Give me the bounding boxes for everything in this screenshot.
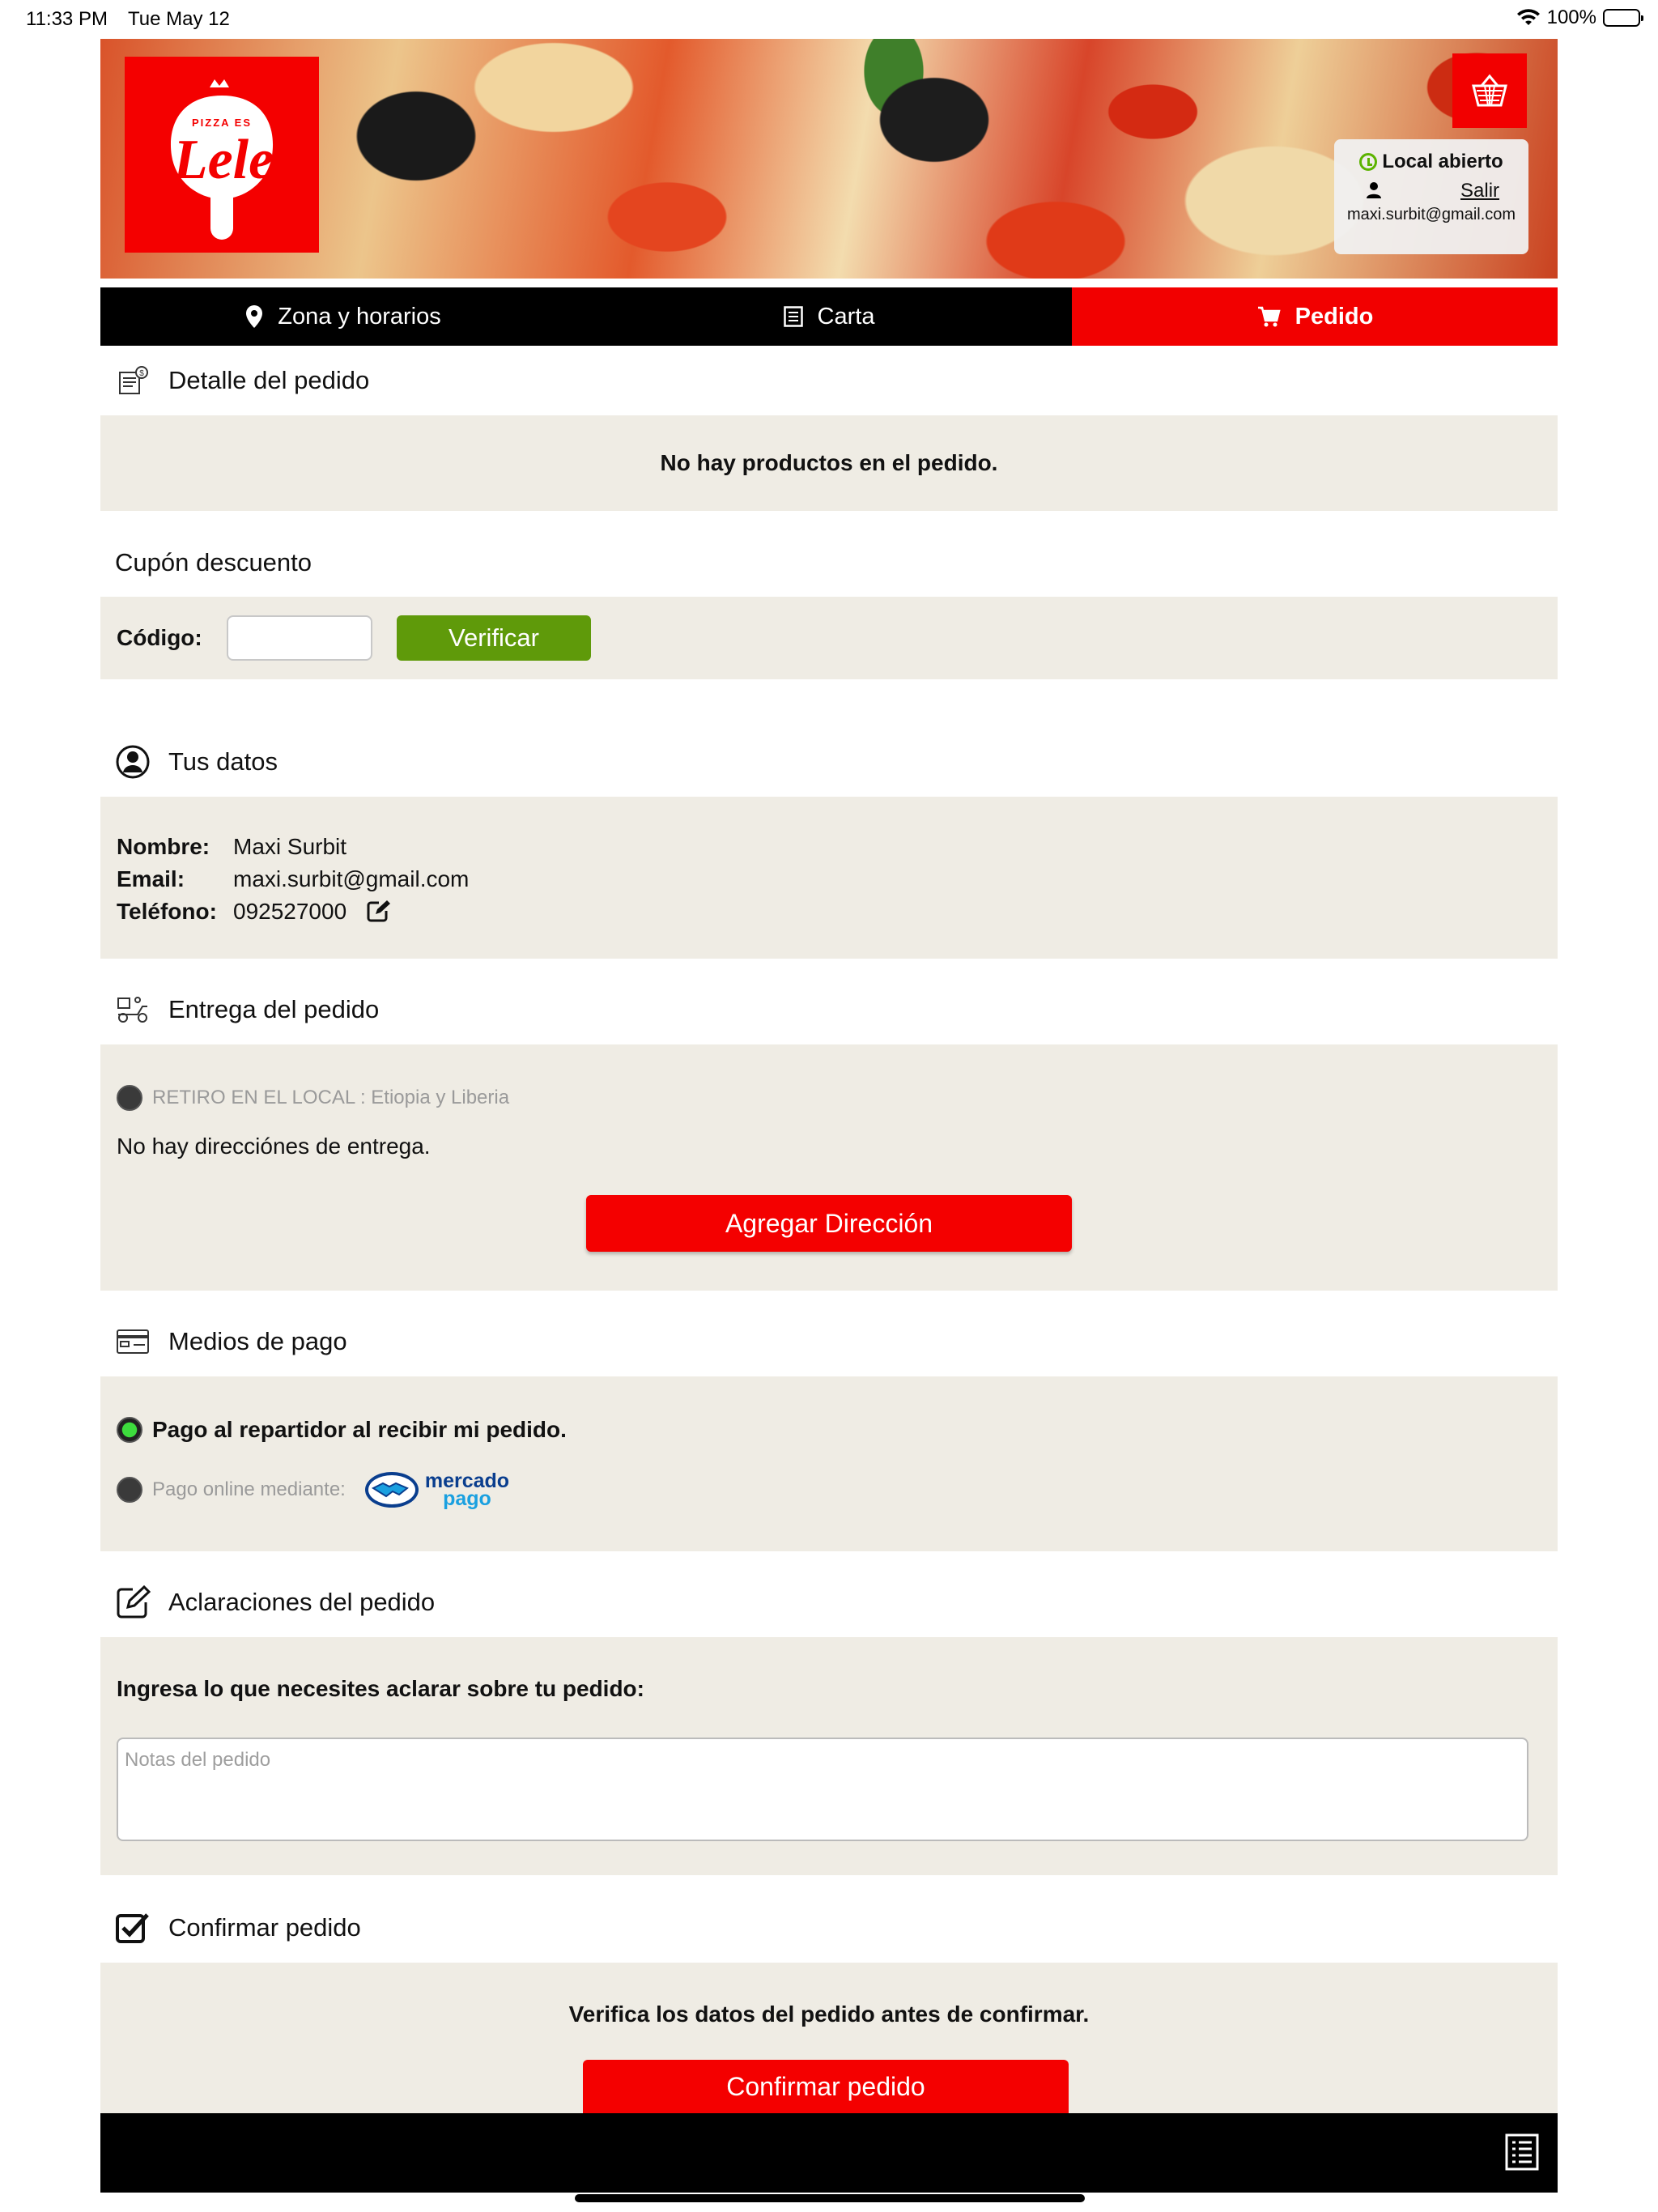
logo-name: Lele: [172, 129, 274, 191]
coupon-panel: [100, 597, 1558, 679]
notes-title: Aclaraciones del pedido: [168, 1588, 436, 1616]
online-payment-label: Pago online mediante:: [152, 1478, 346, 1500]
payment-header: [100, 1307, 1558, 1376]
logo-mark-icon: [125, 57, 319, 253]
battery-percent: 100%: [1546, 6, 1596, 28]
bottom-bar: [100, 2113, 1558, 2193]
name-label: Nombre:: [117, 834, 210, 859]
order-detail-title: Detalle del pedido: [168, 366, 370, 394]
store-user-email: maxi.surbit@gmail.com: [1346, 206, 1516, 223]
handshake-icon: [363, 1470, 420, 1509]
coupon-title: Cupón descuento: [115, 548, 312, 576]
payment-panel: [100, 1376, 1558, 1551]
menu-list-icon[interactable]: [1504, 2133, 1540, 2172]
name-value: Maxi Surbit: [233, 834, 347, 859]
pickup-option-label: RETIRO EN EL LOCAL : Etiopia y Liberia: [152, 1087, 510, 1108]
user-email-row: [117, 863, 1541, 895]
status-time: 11:33 PM: [26, 8, 108, 30]
battery-icon: [1603, 9, 1640, 27]
receipt-icon: [115, 363, 151, 398]
confirm-panel: [100, 1963, 1558, 2113]
user-data-title: Tus datos: [168, 747, 278, 776]
no-address-message: No hay direcciónes de entrega.: [117, 1134, 431, 1159]
basket-button[interactable]: [1452, 53, 1527, 128]
mercadopago-text-2: pago: [443, 1487, 491, 1510]
status-bar: [0, 0, 1658, 39]
mercadopago-text-1: mercado: [424, 1470, 510, 1492]
tab-zona-horarios-label: Zona y horarios: [278, 303, 441, 330]
cash-payment-option[interactable]: [117, 1417, 1541, 1443]
coupon-code-label: Código:: [117, 625, 202, 650]
delivery-scooter-icon: [115, 992, 151, 1027]
user-phone-row: [117, 895, 1541, 928]
user-name-row: [117, 831, 1541, 863]
status-right: [1516, 6, 1640, 29]
order-detail-header: [100, 346, 1558, 415]
status-date: Tue May 12: [128, 8, 230, 30]
map-pin-icon: [245, 304, 263, 329]
logout-link[interactable]: Salir: [1460, 180, 1500, 202]
user-icon: [1365, 181, 1383, 199]
confirm-order-button[interactable]: Confirmar pedido: [583, 2060, 1069, 2113]
pencil-square-icon: [115, 1585, 151, 1620]
svg-text:$: $: [139, 369, 144, 378]
email-value: maxi.surbit@gmail.com: [233, 866, 470, 891]
edit-icon[interactable]: [366, 900, 390, 924]
store-status-text: Local abierto: [1382, 151, 1503, 172]
tab-pedido[interactable]: [1072, 287, 1558, 346]
clock-icon: [1359, 153, 1377, 171]
user-circle-icon: [115, 744, 151, 780]
confirm-message: Verifica los datos del pedido antes de confirmar.: [568, 2001, 1090, 2027]
online-payment-option[interactable]: [117, 1470, 1541, 1509]
coupon-code-input[interactable]: [227, 615, 372, 661]
store-status-card: [1334, 139, 1528, 254]
wifi-icon: [1516, 8, 1541, 28]
checkbox-checked-icon: [115, 1910, 151, 1946]
delivery-panel: [100, 1044, 1558, 1291]
notes-header: [100, 1568, 1558, 1637]
payment-title: Medios de pago: [168, 1327, 347, 1355]
cash-payment-radio[interactable]: [117, 1417, 142, 1443]
cash-payment-label: Pago al repartidor al recibir mi pedido.: [152, 1417, 567, 1442]
empty-order-message: No hay productos en el pedido.: [660, 450, 998, 475]
delivery-header: [100, 975, 1558, 1044]
mercadopago-logo: [363, 1470, 509, 1509]
verify-coupon-button[interactable]: Verificar: [397, 615, 591, 661]
coupon-header: [100, 528, 1558, 598]
tab-pedido-label: Pedido: [1295, 303, 1374, 330]
phone-value: 092527000: [233, 899, 347, 924]
logo-small-text: PIZZA ES: [191, 117, 253, 129]
online-payment-radio[interactable]: [117, 1477, 142, 1503]
credit-card-icon: [115, 1324, 151, 1359]
pickup-option[interactable]: [117, 1085, 1541, 1111]
confirm-title: Confirmar pedido: [168, 1913, 361, 1942]
user-data-header: [100, 727, 1558, 797]
order-notes-textarea[interactable]: [117, 1738, 1528, 1841]
order-detail-panel: [100, 415, 1558, 511]
menu-list-icon: [784, 306, 803, 327]
home-indicator[interactable]: [575, 2194, 1085, 2202]
user-data-panel: [100, 797, 1558, 959]
phone-label: Teléfono:: [117, 899, 217, 924]
main-nav: [100, 287, 1558, 346]
hero-banner: [100, 39, 1558, 279]
cart-icon: [1256, 305, 1281, 328]
basket-icon: [1470, 73, 1509, 108]
confirm-header: [100, 1893, 1558, 1963]
email-label: Email:: [117, 866, 185, 891]
tab-carta[interactable]: [586, 287, 1072, 346]
store-status: [1334, 151, 1528, 173]
tab-carta-label: Carta: [817, 303, 875, 330]
notes-label: Ingresa lo que necesites aclarar sobre tu pedido:: [117, 1676, 644, 1701]
tab-zona-horarios[interactable]: [100, 287, 586, 346]
delivery-title: Entrega del pedido: [168, 995, 380, 1023]
brand-logo[interactable]: [125, 57, 319, 253]
notes-panel: [100, 1637, 1558, 1875]
add-address-button[interactable]: Agregar Dirección: [586, 1195, 1072, 1252]
pickup-radio[interactable]: [117, 1085, 142, 1111]
